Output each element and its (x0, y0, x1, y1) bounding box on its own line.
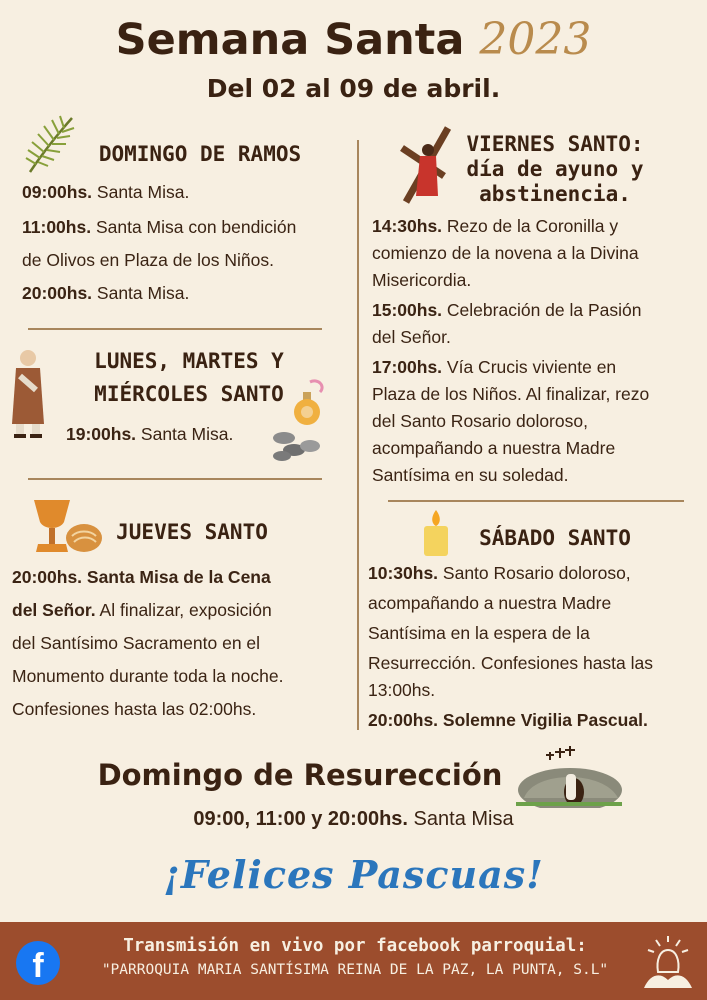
schedule-line (368, 707, 703, 734)
schedule-line: Santísima en la espera de la (368, 623, 590, 643)
time: 15:00hs. (372, 300, 443, 320)
event: de Olivos en Plaza de los Niños. (22, 250, 274, 270)
footer-line-2: "PARROQUIA MARIA SANTÍSIMA REINA DE LA PAZ, LA PUNTA, S.L" (101, 962, 609, 978)
time: 09:00, 11:00 y 20:00hs. (193, 808, 408, 830)
title-line: VIERNES SANTO: (466, 132, 644, 156)
schedule-line (372, 297, 702, 324)
schedule-line (22, 246, 357, 275)
time: 20:00hs. (22, 283, 93, 303)
page-title (0, 14, 707, 65)
schedule-line: del Señor. (372, 327, 451, 347)
event: Rezo de la Coronilla y (446, 216, 619, 236)
domingo-ramos-schedule (22, 178, 357, 308)
section-divider (388, 500, 684, 502)
title-line: abstinencia. (479, 182, 631, 206)
schedule-line (12, 662, 347, 691)
event: Santa Misa. (96, 283, 190, 303)
time: 19:00hs. (66, 424, 137, 444)
title-text: Semana Santa (115, 15, 465, 65)
event-bold: del Señor. (12, 600, 96, 620)
schedule-line: del Santo Rosario doloroso, (372, 411, 588, 431)
title-line: LUNES, MARTES Y (94, 349, 284, 373)
schedule-line (372, 354, 702, 381)
event: Santa Misa. (140, 424, 234, 444)
facebook-icon[interactable]: f (16, 941, 60, 985)
section-divider (28, 478, 322, 480)
event: Santa Misa con bendición (95, 217, 297, 237)
event: Monumento durante toda la noche. (12, 666, 284, 686)
palm-leaf-icon (22, 114, 77, 176)
event: Confesiones hasta las 02:00hs. (12, 699, 257, 719)
section-title-sabado: SÁBADO SANTO (479, 526, 631, 550)
chalice-bread-icon (32, 496, 104, 558)
event: Al finalizar, exposición (99, 600, 272, 620)
schedule-line (22, 178, 357, 207)
event-bold: 20:00hs. Solemne Vigilia Pascual. (368, 710, 648, 730)
viernes-schedule (372, 213, 702, 489)
schedule-line: 13:00hs. (368, 680, 436, 700)
schedule-line (372, 213, 702, 240)
monk-icon (6, 346, 50, 442)
event: Santo Rosario doloroso, (442, 563, 631, 583)
time: 09:00hs. (22, 182, 93, 202)
title-line: día de ayuno y (466, 157, 644, 181)
time: 17:00hs. (372, 357, 443, 377)
jueves-schedule (12, 563, 347, 724)
schedule-line: Resurrección. Confesiones hasta las (368, 653, 654, 673)
column-divider (357, 140, 359, 730)
event: del Santísimo Sacramento en el (12, 633, 261, 653)
resurreccion-schedule (0, 808, 707, 831)
event: Santa Misa. (96, 182, 190, 202)
schedule-line: acompañando a nuestra Madre (368, 593, 612, 613)
schedule-line (22, 213, 357, 242)
schedule-line (22, 279, 357, 308)
schedule-line (368, 560, 703, 587)
section-divider (28, 328, 322, 330)
date-range: Del 02 al 09 de abril. (206, 74, 501, 103)
event: Celebración de la Pasión (446, 300, 642, 320)
schedule-line: Misericordia. (372, 270, 472, 290)
sabado-schedule (368, 560, 703, 734)
schedule-line: Santísima en su soledad. (372, 465, 569, 485)
felices-pascuas: ¡Felices Pascuas! (163, 852, 544, 897)
footer-line-1: Transmisión en vivo por facebook parroquial: (123, 936, 587, 956)
virgin-logo-icon (640, 932, 696, 992)
schedule-line (12, 563, 347, 592)
schedule-line (12, 596, 347, 625)
time: 11:00hs. (22, 217, 92, 237)
schedule-line: Plaza de los Niños. Al finalizar, rezo (372, 384, 650, 404)
perfume-coins-icon (270, 378, 328, 464)
section-title-domingo-ramos: DOMINGO DE RAMOS (98, 142, 302, 166)
time: 10:30hs. (368, 563, 439, 583)
schedule-line: acompañando a nuestra Madre (372, 438, 616, 458)
event-bold: 20:00hs. Santa Misa de la Cena (12, 567, 271, 587)
section-title-viernes (448, 132, 662, 207)
time: 14:30hs. (372, 216, 443, 236)
schedule-line: comienzo de la novena a la Divina (372, 243, 639, 263)
title-line: MIÉRCOLES SANTO (94, 382, 284, 406)
candle-icon (420, 508, 452, 558)
resurreccion-title: Domingo de Resurección (97, 758, 503, 792)
footer-bar (0, 922, 707, 1000)
schedule-line (12, 695, 347, 724)
event: Vía Crucis viviente en (446, 357, 617, 377)
schedule-line (12, 629, 347, 658)
event: Santa Misa (413, 808, 514, 830)
empty-tomb-icon (514, 746, 624, 808)
title-year: 2023 (479, 14, 592, 65)
section-title-jueves: JUEVES SANTO (116, 520, 268, 544)
